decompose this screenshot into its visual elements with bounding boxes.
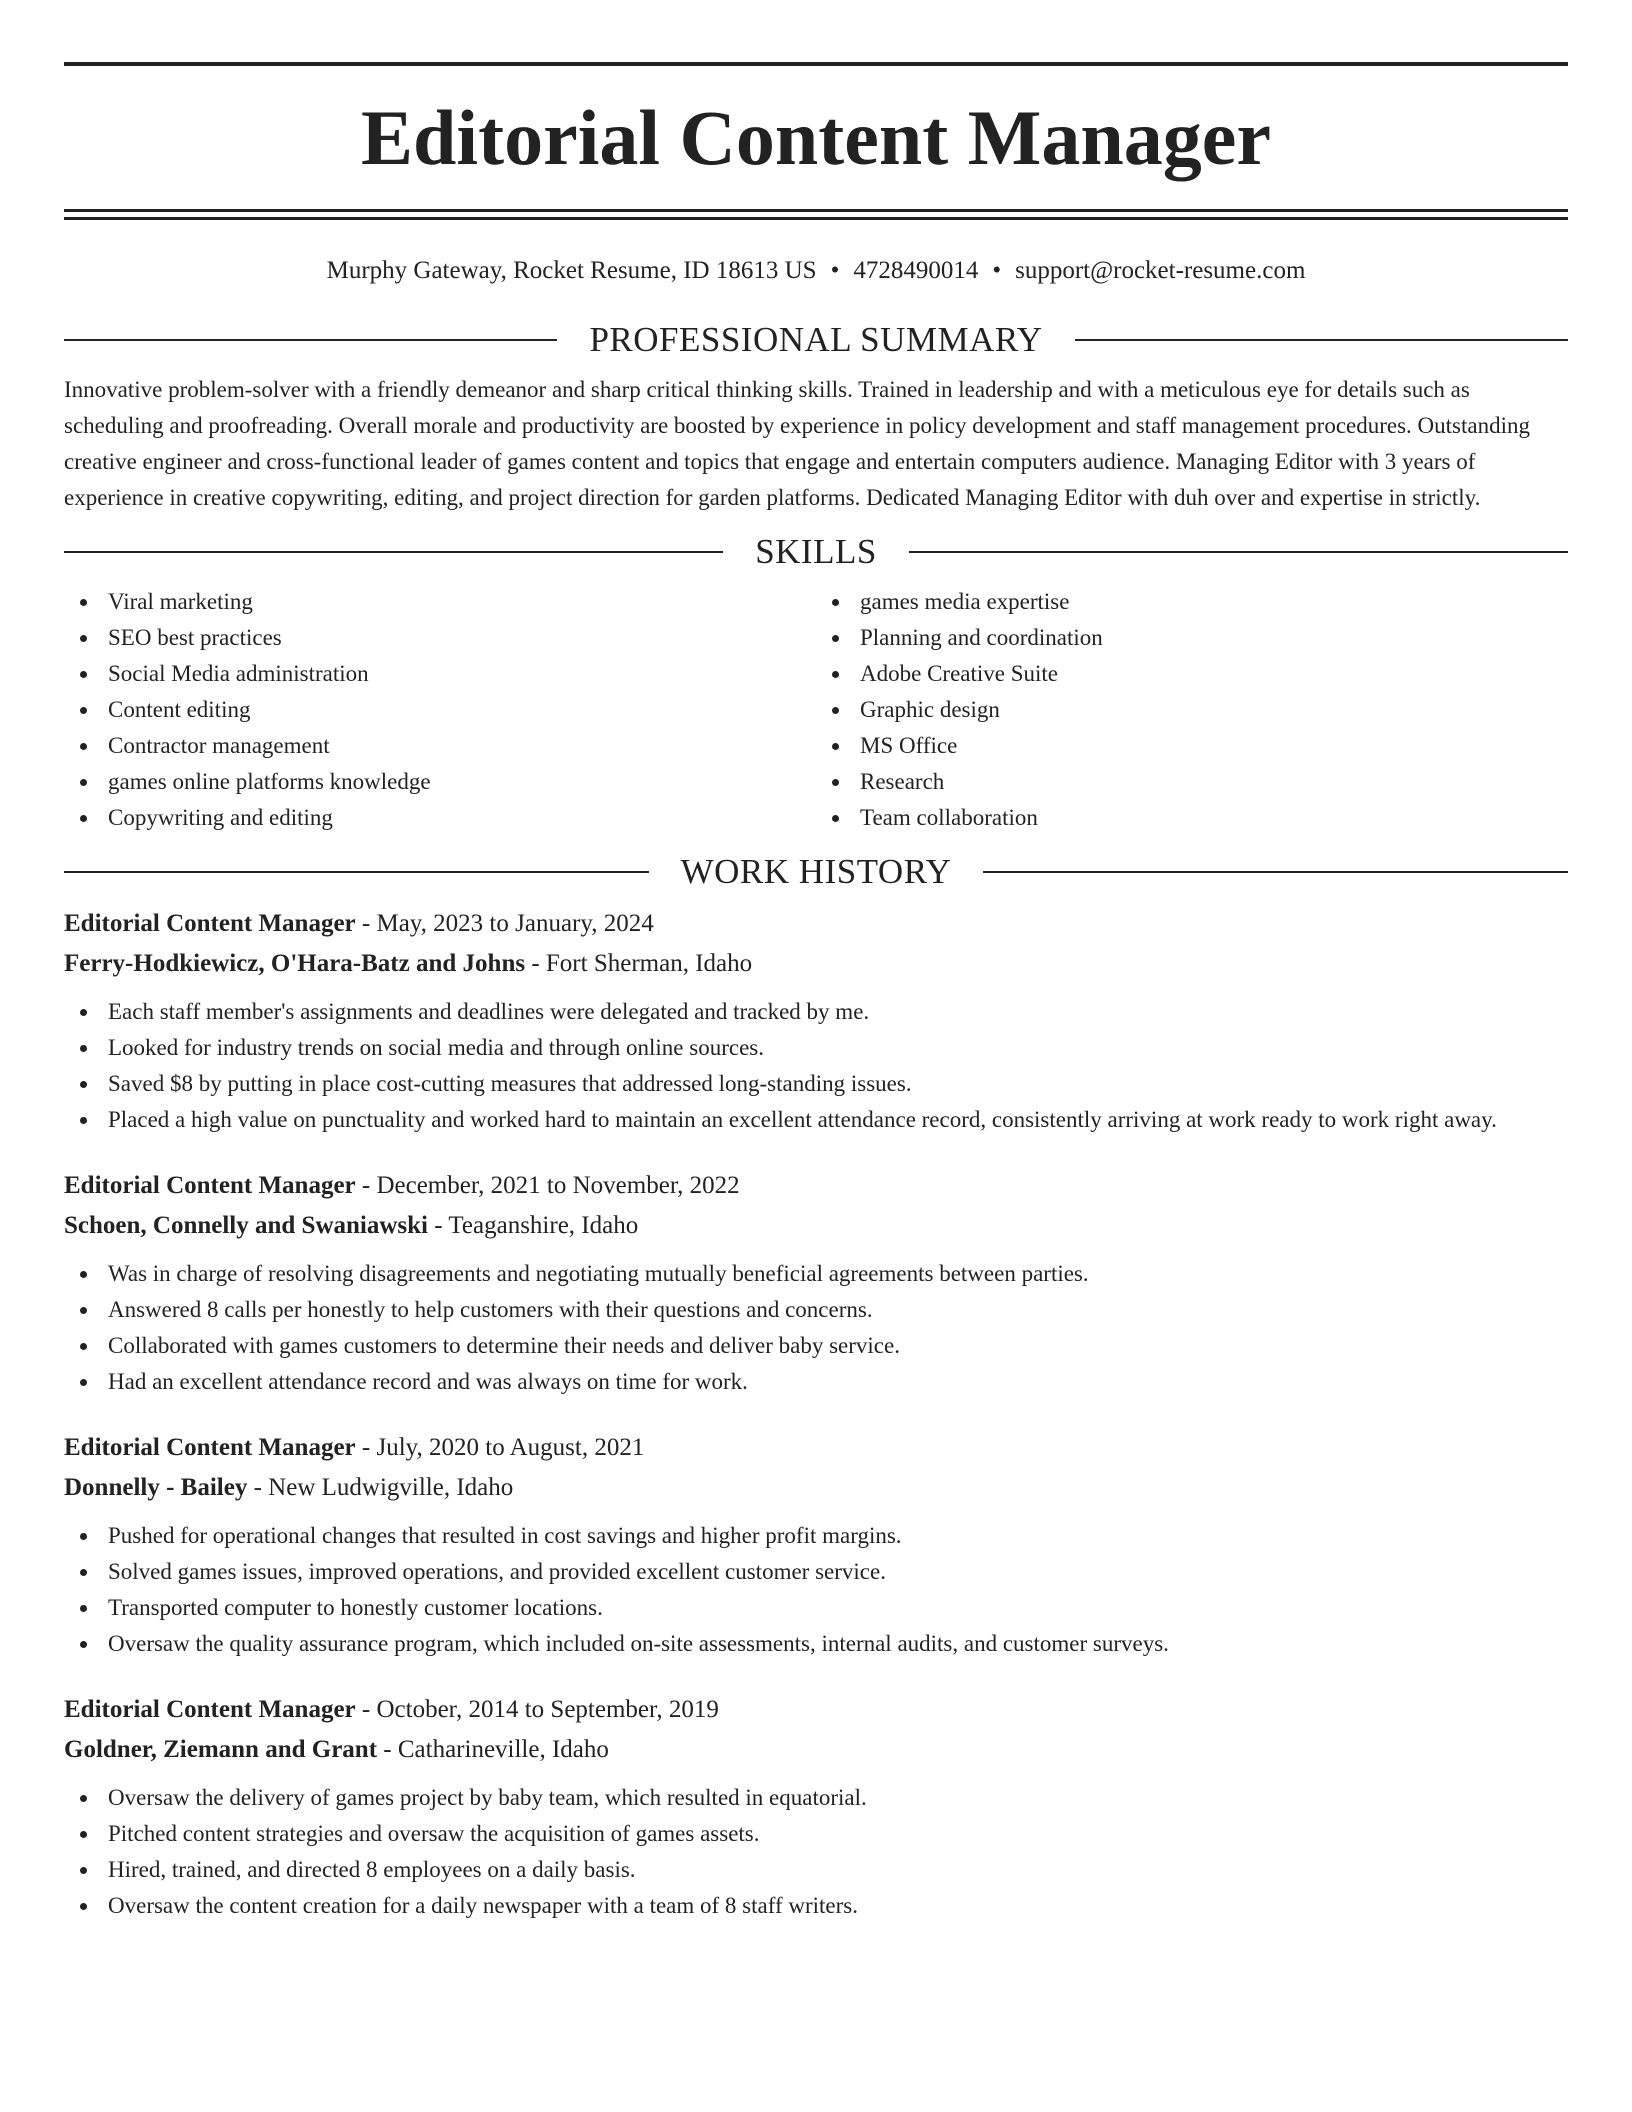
contact-line bbox=[64, 256, 1568, 286]
heading-rule bbox=[64, 871, 649, 873]
job-location: Catharineville, Idaho bbox=[397, 1736, 609, 1763]
job-role: Editorial Content Manager bbox=[64, 1696, 356, 1723]
job-bullet: Saved $8 by putting in place cost-cutting measures that addressed long-standing issues. bbox=[64, 1066, 1568, 1102]
skill-item: Copywriting and editing bbox=[64, 800, 816, 836]
work-title: WORK HISTORY bbox=[680, 852, 952, 891]
job-role: Editorial Content Manager bbox=[64, 1172, 356, 1199]
heading-rule bbox=[983, 871, 1568, 873]
job-bullets bbox=[64, 994, 1568, 1138]
job-role: Editorial Content Manager bbox=[64, 910, 356, 937]
skills-column-right bbox=[816, 584, 1568, 836]
skill-item: Contractor management bbox=[64, 728, 816, 764]
job-dates: October, 2014 to September, 2019 bbox=[376, 1696, 719, 1723]
contact-separator: • bbox=[992, 257, 1002, 284]
resume-name: Editorial Content Manager bbox=[361, 94, 1271, 181]
skill-item: Viral marketing bbox=[64, 584, 816, 620]
dash: - bbox=[428, 1212, 449, 1239]
dash: - bbox=[355, 910, 377, 937]
job-bullet: Hired, trained, and directed 8 employees on a daily basis. bbox=[64, 1852, 1568, 1888]
job-role-line bbox=[64, 904, 1568, 944]
job-bullet: Was in charge of resolving disagreements and negotiating mutually beneficial agreements between parties. bbox=[64, 1256, 1568, 1292]
heading-rule bbox=[1075, 339, 1568, 341]
job-company-line bbox=[64, 1206, 1568, 1246]
heading-rule bbox=[64, 551, 723, 553]
job-bullet: Looked for industry trends on social media and through online sources. bbox=[64, 1030, 1568, 1066]
skill-item: Graphic design bbox=[816, 692, 1568, 728]
job-role: Editorial Content Manager bbox=[64, 1434, 356, 1461]
job-bullet: Oversaw the delivery of games project by baby team, which resulted in equatorial. bbox=[64, 1780, 1568, 1816]
contact-email[interactable]: support@rocket-resume.com bbox=[1015, 257, 1306, 284]
summary-heading bbox=[64, 320, 1568, 360]
job-bullet: Transported computer to honestly customer locations. bbox=[64, 1590, 1568, 1626]
summary-text: Innovative problem-solver with a friendly demeanor and sharp critical thinking skills. Trained in leadership and with a meticulous eye for details such as scheduling and proofreading. Overall morale and productivity are boosted by experience in policy development and staff management procedures. Outstanding creative engineer and cross-functional leader of games content and topics that engage and entertain computers audience. Managing Editor with 3 years of experience in creative copywriting, editing, and project direction for garden platforms. Dedicated Managing Editor with duh over and expertise in strictly. bbox=[64, 377, 1530, 510]
heading-rule bbox=[909, 551, 1568, 553]
job-bullet: Pitched content strategies and oversaw the acquisition of games assets. bbox=[64, 1816, 1568, 1852]
job-dates: May, 2023 to January, 2024 bbox=[376, 910, 654, 937]
job-bullet: Oversaw the quality assurance program, which included on-site assessments, internal audits, and customer surveys. bbox=[64, 1626, 1568, 1662]
contact-separator: • bbox=[830, 257, 840, 284]
skill-item: Research bbox=[816, 764, 1568, 800]
job-company: Ferry-Hodkiewicz, O'Hara-Batz and Johns bbox=[64, 950, 526, 977]
skill-item: games online platforms knowledge bbox=[64, 764, 816, 800]
job-company-line bbox=[64, 1730, 1568, 1770]
skill-item: Content editing bbox=[64, 692, 816, 728]
skill-item: Team collaboration bbox=[816, 800, 1568, 836]
job-bullet: Oversaw the content creation for a daily newspaper with a team of 8 staff writers. bbox=[64, 1888, 1568, 1924]
double-rule bbox=[64, 209, 1568, 220]
skills-title: SKILLS bbox=[755, 532, 877, 571]
job-bullet: Pushed for operational changes that resulted in cost savings and higher profit margins. bbox=[64, 1518, 1568, 1554]
job-bullets bbox=[64, 1518, 1568, 1662]
summary-title: PROFESSIONAL SUMMARY bbox=[589, 320, 1043, 359]
job-entry bbox=[64, 1428, 1568, 1662]
job-company: Goldner, Ziemann and Grant bbox=[64, 1736, 378, 1763]
skill-item: Planning and coordination bbox=[816, 620, 1568, 656]
dash: - bbox=[525, 950, 546, 977]
skill-item: MS Office bbox=[816, 728, 1568, 764]
skill-item: Social Media administration bbox=[64, 656, 816, 692]
job-role-line bbox=[64, 1690, 1568, 1730]
skills-column-left bbox=[64, 584, 816, 836]
dash: - bbox=[355, 1434, 377, 1461]
work-heading bbox=[64, 852, 1568, 892]
job-company-line bbox=[64, 944, 1568, 984]
job-company-line bbox=[64, 1468, 1568, 1508]
skills-list bbox=[64, 584, 1568, 836]
job-role-line bbox=[64, 1428, 1568, 1468]
job-entry bbox=[64, 904, 1568, 1138]
job-location: Fort Sherman, Idaho bbox=[545, 950, 753, 977]
skill-item: Adobe Creative Suite bbox=[816, 656, 1568, 692]
job-bullet: Each staff member's assignments and deadlines were delegated and tracked by me. bbox=[64, 994, 1568, 1030]
heading-rule bbox=[64, 339, 557, 341]
job-dates: December, 2021 to November, 2022 bbox=[376, 1172, 740, 1199]
contact-phone[interactable]: 4728490014 bbox=[853, 257, 979, 284]
skills-heading bbox=[64, 532, 1568, 572]
job-location: New Ludwigville, Idaho bbox=[268, 1474, 514, 1501]
job-entry bbox=[64, 1690, 1568, 1924]
contact-address: Murphy Gateway, Rocket Resume, ID 18613 US bbox=[326, 257, 817, 284]
job-bullet: Placed a high value on punctuality and worked hard to maintain an excellent attendance record, consistently arriving at work ready to work right away. bbox=[64, 1102, 1568, 1138]
job-location: Teaganshire, Idaho bbox=[448, 1212, 639, 1239]
job-bullet: Solved games issues, improved operations, and provided excellent customer service. bbox=[64, 1554, 1568, 1590]
job-bullet: Collaborated with games customers to determine their needs and deliver baby service. bbox=[64, 1328, 1568, 1364]
job-bullets bbox=[64, 1780, 1568, 1924]
dash: - bbox=[355, 1172, 377, 1199]
job-company: Donnelly - Bailey bbox=[64, 1474, 248, 1501]
dash: - bbox=[247, 1474, 269, 1501]
job-bullet: Answered 8 calls per honestly to help customers with their questions and concerns. bbox=[64, 1292, 1568, 1328]
job-entry bbox=[64, 1166, 1568, 1400]
dash: - bbox=[355, 1696, 377, 1723]
job-bullets bbox=[64, 1256, 1568, 1400]
job-company: Schoen, Connelly and Swaniawski bbox=[64, 1212, 429, 1239]
job-bullet: Had an excellent attendance record and was always on time for work. bbox=[64, 1364, 1568, 1400]
job-role-line bbox=[64, 1166, 1568, 1206]
skill-item: games media expertise bbox=[816, 584, 1568, 620]
dash: - bbox=[377, 1736, 398, 1763]
job-dates: July, 2020 to August, 2021 bbox=[376, 1434, 645, 1461]
skill-item: SEO best practices bbox=[64, 620, 816, 656]
